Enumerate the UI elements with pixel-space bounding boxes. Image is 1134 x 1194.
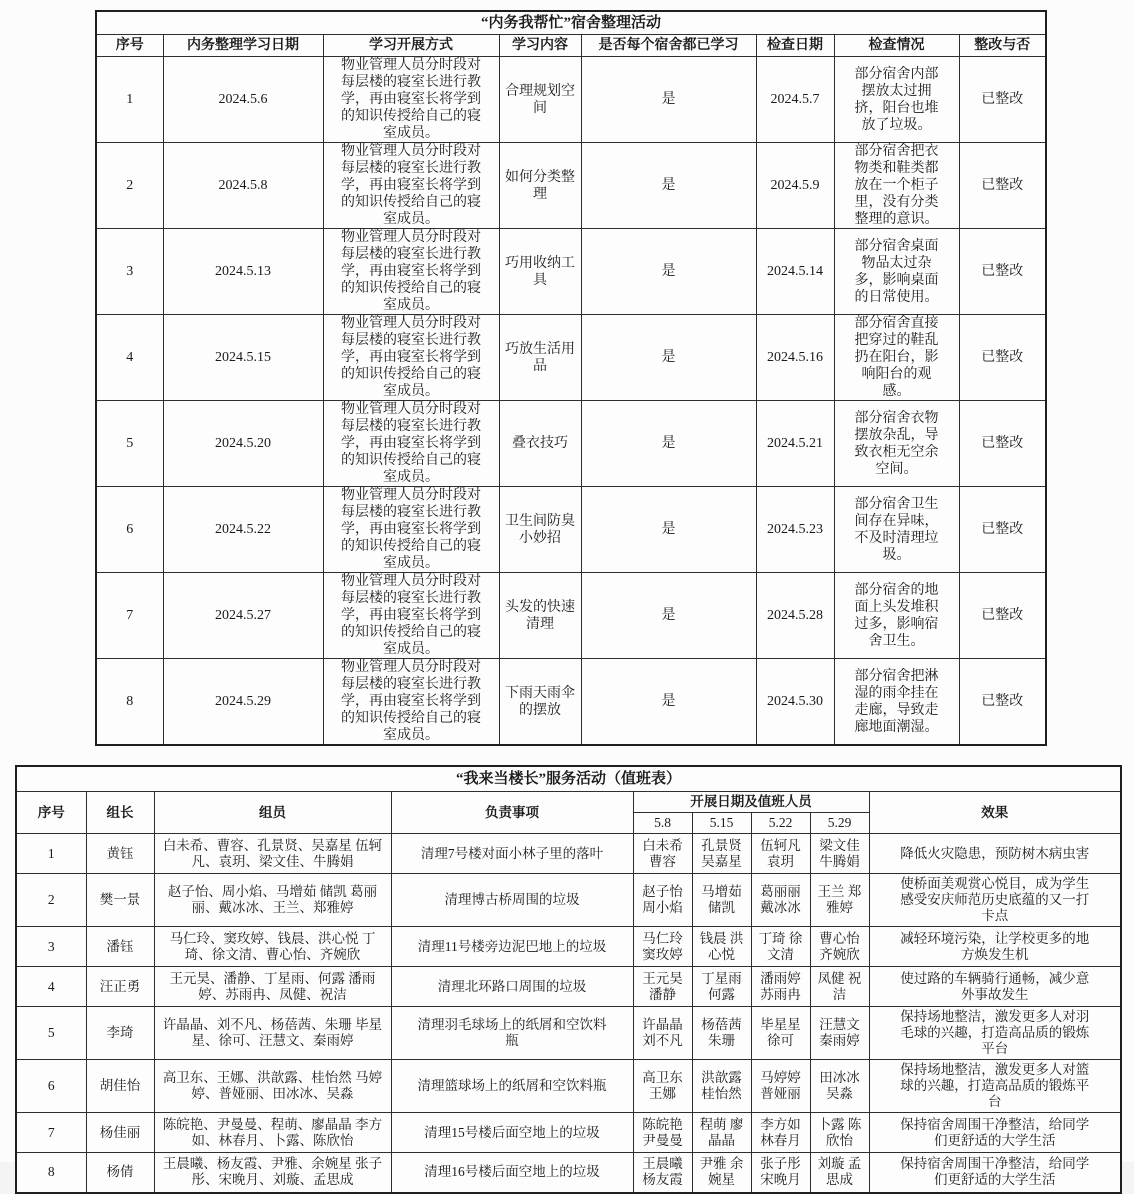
- effect-cell: 使过路的车辆骑行通畅，减少意外事故发生: [869, 967, 1121, 1007]
- table2-body: [16, 834, 1121, 1193]
- header-duty-dates-group: 开展日期及值班人员: [633, 792, 869, 813]
- effect-cell: 保持场地整洁，激发更多人对羽毛球的兴趣，打造高品质的锻炼平台: [869, 1007, 1121, 1060]
- members-cell: 赵子怡、周小焰、马增茹 储凯 葛丽丽、戴冰冰、王兰、郑雅婷: [154, 874, 391, 927]
- duty-5-22-cell: 李方如 林春月: [751, 1113, 810, 1153]
- method-cell: 物业管理人员分时段对每层楼的寝室长进行教学，再由寝室长将学到的知识传授给自己的寝室成员。: [323, 401, 499, 487]
- task-cell: 清理15号楼后面空地上的垃圾: [391, 1113, 633, 1153]
- table1-title: “内务我帮忙”宿舍整理活动: [96, 11, 1046, 35]
- task-cell: 清理博古桥周围的垃圾: [391, 874, 633, 927]
- duty-5-22-cell: 张子彤 宋晚月: [751, 1153, 810, 1193]
- duty-5-29-cell: 王兰 郑雅婷: [810, 874, 869, 927]
- table-row: [96, 57, 1046, 143]
- header-all-learned: 是否每个宿舍都已学习: [581, 35, 756, 57]
- duty-5-22-cell: 毕星星 徐可: [751, 1007, 810, 1060]
- header-date-5-29: 5.29: [810, 813, 869, 834]
- check-date-cell: 2024.5.16: [756, 315, 834, 401]
- content-cell: 如何分类整理: [499, 143, 581, 229]
- study-date-cell: 2024.5.13: [163, 229, 323, 315]
- effect-cell: 保持场地整洁，激发更多人对篮球的兴趣，打造高品质的锻炼平台: [869, 1060, 1121, 1113]
- members-cell: 许晶晶、刘不凡、杨蓓茜、朱珊 毕星星、徐可、汪慧文、秦雨婷: [154, 1007, 391, 1060]
- table-row: [16, 927, 1121, 967]
- header-content: 学习内容: [499, 35, 581, 57]
- header-rectified: 整改与否: [959, 35, 1046, 57]
- table-row: [16, 1007, 1121, 1060]
- leader-cell: 樊一景: [86, 874, 154, 927]
- task-cell: 清理16号楼后面空地上的垃圾: [391, 1153, 633, 1193]
- leader-cell: 胡佳怡: [86, 1060, 154, 1113]
- header-leader: 组长: [86, 792, 154, 834]
- leader-cell: 潘钰: [86, 927, 154, 967]
- check-date-cell: 2024.5.7: [756, 57, 834, 143]
- content-cell: 合理规划空间: [499, 57, 581, 143]
- content-cell: 头发的快速清理: [499, 573, 581, 659]
- rectified-cell: 已整改: [959, 143, 1046, 229]
- members-cell: 马仁玲、窦玫婷、钱晨、洪心悦 丁琦、徐文清、曹心怡、齐婉欣: [154, 927, 391, 967]
- duty-5-15-cell: 钱晨 洪心悦: [692, 927, 751, 967]
- seq-cell: 6: [96, 487, 163, 573]
- table-row: [16, 1060, 1121, 1113]
- all-learned-cell: 是: [581, 143, 756, 229]
- header-task: 负责事项: [391, 792, 633, 834]
- duty-5-15-cell: 孔景贤 吴嘉星: [692, 834, 751, 874]
- study-date-cell: 2024.5.22: [163, 487, 323, 573]
- check-date-cell: 2024.5.28: [756, 573, 834, 659]
- header-members: 组员: [154, 792, 391, 834]
- duty-5-8-cell: 高卫东 王娜: [633, 1060, 692, 1113]
- study-date-cell: 2024.5.6: [163, 57, 323, 143]
- members-cell: 陈皖艳、尹曼曼、程萌、廖晶晶 李方如、林春月、卜露、陈欣怡: [154, 1113, 391, 1153]
- method-cell: 物业管理人员分时段对每层楼的寝室长进行教学，再由寝室长将学到的知识传授给自己的寝室成员。: [323, 315, 499, 401]
- all-learned-cell: 是: [581, 487, 756, 573]
- duty-5-15-cell: 马增茹 储凯: [692, 874, 751, 927]
- duty-5-29-cell: 汪慧文 秦雨婷: [810, 1007, 869, 1060]
- header-seq: 序号: [96, 35, 163, 57]
- table1-title-row: [96, 11, 1046, 35]
- leader-cell: 汪正勇: [86, 967, 154, 1007]
- duty-5-22-cell: 丁琦 徐文清: [751, 927, 810, 967]
- study-date-cell: 2024.5.27: [163, 573, 323, 659]
- method-cell: 物业管理人员分时段对每层楼的寝室长进行教学，再由寝室长将学到的知识传授给自己的寝室成员。: [323, 229, 499, 315]
- seq-cell: 8: [16, 1153, 86, 1193]
- members-cell: 白未希、曹容、孔景贤、吴嘉星 伍轲凡、袁玥、梁文佳、牛腾娟: [154, 834, 391, 874]
- effect-cell: 保持宿舍周围干净整洁，给同学们更舒适的大学生活: [869, 1113, 1121, 1153]
- table-row: [96, 229, 1046, 315]
- duty-5-15-cell: 杨蓓茜 朱珊: [692, 1007, 751, 1060]
- leader-cell: 杨佳丽: [86, 1113, 154, 1153]
- seq-cell: 1: [96, 57, 163, 143]
- method-cell: 物业管理人员分时段对每层楼的寝室长进行教学，再由寝室长将学到的知识传授给自己的寝室成员。: [323, 573, 499, 659]
- table-row: [16, 874, 1121, 927]
- task-cell: 清理7号楼对面小林子里的落叶: [391, 834, 633, 874]
- table-row: [96, 315, 1046, 401]
- header-seq: 序号: [16, 792, 86, 834]
- duty-5-15-cell: 洪歆露 桂怡然: [692, 1060, 751, 1113]
- seq-cell: 7: [96, 573, 163, 659]
- check-result-cell: 部分宿舍的地面上头发堆积过多，影响宿舍卫生。: [834, 573, 959, 659]
- duty-5-8-cell: 王元昊 潘静: [633, 967, 692, 1007]
- table2-title-row: [16, 766, 1121, 792]
- rectified-cell: 已整改: [959, 487, 1046, 573]
- method-cell: 物业管理人员分时段对每层楼的寝室长进行教学，再由寝室长将学到的知识传授给自己的寝室成员。: [323, 659, 499, 746]
- effect-cell: 减轻环境污染，让学校更多的地方焕发生机: [869, 927, 1121, 967]
- check-date-cell: 2024.5.30: [756, 659, 834, 746]
- check-date-cell: 2024.5.21: [756, 401, 834, 487]
- duty-5-22-cell: 潘雨婷 苏雨冉: [751, 967, 810, 1007]
- method-cell: 物业管理人员分时段对每层楼的寝室长进行教学，再由寝室长将学到的知识传授给自己的寝室成员。: [323, 57, 499, 143]
- seq-cell: 5: [16, 1007, 86, 1060]
- duty-5-8-cell: 王晨曦 杨友霞: [633, 1153, 692, 1193]
- rectified-cell: 已整改: [959, 229, 1046, 315]
- effect-cell: 降低火灾隐患，预防树木病虫害: [869, 834, 1121, 874]
- duty-5-29-cell: 田冰冰 吴淼: [810, 1060, 869, 1113]
- check-result-cell: 部分宿舍把淋湿的雨伞挂在走廊，导致走廊地面潮湿。: [834, 659, 959, 746]
- duty-5-15-cell: 丁星雨 何露: [692, 967, 751, 1007]
- table-row: [96, 143, 1046, 229]
- task-cell: 清理篮球场上的纸屑和空饮料瓶: [391, 1060, 633, 1113]
- table-row: [96, 659, 1046, 746]
- rectified-cell: 已整改: [959, 573, 1046, 659]
- seq-cell: 2: [96, 143, 163, 229]
- study-date-cell: 2024.5.15: [163, 315, 323, 401]
- check-result-cell: 部分宿舍卫生间存在异味，不及时清理垃圾。: [834, 487, 959, 573]
- check-result-cell: 部分宿舍把衣物类和鞋类都放在一个柜子里，没有分类整理的意识。: [834, 143, 959, 229]
- rectified-cell: 已整改: [959, 401, 1046, 487]
- check-date-cell: 2024.5.9: [756, 143, 834, 229]
- members-cell: 王晨曦、杨友霞、尹雅、余婉星 张子彤、宋晚月、刘璇、孟思成: [154, 1153, 391, 1193]
- members-cell: 高卫东、王娜、洪歆露、桂怡然 马婷婷、普娅丽、田冰冰、吴淼: [154, 1060, 391, 1113]
- table1-body: [96, 57, 1046, 746]
- duty-5-22-cell: 葛丽丽 戴冰冰: [751, 874, 810, 927]
- all-learned-cell: 是: [581, 573, 756, 659]
- duty-5-8-cell: 陈皖艳 尹曼曼: [633, 1113, 692, 1153]
- duty-5-15-cell: 程萌 廖晶晶: [692, 1113, 751, 1153]
- content-cell: 叠衣技巧: [499, 401, 581, 487]
- rectified-cell: 已整改: [959, 659, 1046, 746]
- duty-5-8-cell: 赵子怡 周小焰: [633, 874, 692, 927]
- leader-cell: 杨倩: [86, 1153, 154, 1193]
- seq-cell: 4: [96, 315, 163, 401]
- content-cell: 卫生间防臭小妙招: [499, 487, 581, 573]
- all-learned-cell: 是: [581, 315, 756, 401]
- seq-cell: 1: [16, 834, 86, 874]
- rectified-cell: 已整改: [959, 57, 1046, 143]
- header-check-date: 检查日期: [756, 35, 834, 57]
- duty-5-29-cell: 梁文佳 牛腾娟: [810, 834, 869, 874]
- seq-cell: 7: [16, 1113, 86, 1153]
- seq-cell: 3: [96, 229, 163, 315]
- study-date-cell: 2024.5.20: [163, 401, 323, 487]
- header-study-date: 内务整理学习日期: [163, 35, 323, 57]
- check-result-cell: 部分宿舍直接把穿过的鞋乱扔在阳台，影响阳台的观感。: [834, 315, 959, 401]
- check-result-cell: 部分宿舍衣物摆放杂乱，导致衣柜无空余空间。: [834, 401, 959, 487]
- table-row: [96, 401, 1046, 487]
- rectified-cell: 已整改: [959, 315, 1046, 401]
- check-date-cell: 2024.5.23: [756, 487, 834, 573]
- method-cell: 物业管理人员分时段对每层楼的寝室长进行教学，再由寝室长将学到的知识传授给自己的寝室成员。: [323, 487, 499, 573]
- all-learned-cell: 是: [581, 229, 756, 315]
- method-cell: 物业管理人员分时段对每层楼的寝室长进行教学，再由寝室长将学到的知识传授给自己的寝室成员。: [323, 143, 499, 229]
- table-row: [96, 573, 1046, 659]
- dorm-tidy-activity-table: [95, 10, 1047, 746]
- table-row: [96, 487, 1046, 573]
- check-result-cell: 部分宿舍桌面物品太过杂多，影响桌面的日常使用。: [834, 229, 959, 315]
- seq-cell: 2: [16, 874, 86, 927]
- seq-cell: 5: [96, 401, 163, 487]
- study-date-cell: 2024.5.8: [163, 143, 323, 229]
- effect-cell: 保持宿舍周围干净整洁，给同学们更舒适的大学生活: [869, 1153, 1121, 1193]
- header-date-5-22: 5.22: [751, 813, 810, 834]
- table-row: [16, 1113, 1121, 1153]
- content-cell: 下雨天雨伞的摆放: [499, 659, 581, 746]
- content-cell: 巧放生活用品: [499, 315, 581, 401]
- check-date-cell: 2024.5.14: [756, 229, 834, 315]
- duty-5-8-cell: 许晶晶 刘不凡: [633, 1007, 692, 1060]
- header-method: 学习开展方式: [323, 35, 499, 57]
- header-date-5-8: 5.8: [633, 813, 692, 834]
- all-learned-cell: 是: [581, 57, 756, 143]
- table2-title: “我来当楼长”服务活动（值班表）: [16, 766, 1121, 792]
- members-cell: 王元昊、潘静、丁星雨、何露 潘雨婷、苏雨冉、凤健、祝洁: [154, 967, 391, 1007]
- seq-cell: 4: [16, 967, 86, 1007]
- all-learned-cell: 是: [581, 401, 756, 487]
- duty-5-8-cell: 马仁玲 窦玫婷: [633, 927, 692, 967]
- seq-cell: 3: [16, 927, 86, 967]
- header-date-5-15: 5.15: [692, 813, 751, 834]
- leader-cell: 李琦: [86, 1007, 154, 1060]
- header-effect: 效果: [869, 792, 1121, 834]
- table-row: [16, 834, 1121, 874]
- duty-5-22-cell: 马婷婷 普娅丽: [751, 1060, 810, 1113]
- seq-cell: 8: [96, 659, 163, 746]
- task-cell: 清理11号楼旁边泥巴地上的垃圾: [391, 927, 633, 967]
- table2-header-row-1: [16, 792, 1121, 813]
- table1-header-row: [96, 35, 1046, 57]
- effect-cell: 使桥面美观赏心悦目，成为学生感受安庆师范历史底蕴的又一打卡点: [869, 874, 1121, 927]
- duty-5-8-cell: 白未希 曹容: [633, 834, 692, 874]
- seq-cell: 6: [16, 1060, 86, 1113]
- duty-5-15-cell: 尹雅 余婉星: [692, 1153, 751, 1193]
- check-result-cell: 部分宿舍内部摆放太过拥挤，阳台也堆放了垃圾。: [834, 57, 959, 143]
- table-row: [16, 1153, 1121, 1193]
- header-check-result: 检查情况: [834, 35, 959, 57]
- leader-cell: 黄钰: [86, 834, 154, 874]
- duty-5-29-cell: 刘璇 孟思成: [810, 1153, 869, 1193]
- task-cell: 清理羽毛球场上的纸屑和空饮料瓶: [391, 1007, 633, 1060]
- all-learned-cell: 是: [581, 659, 756, 746]
- duty-5-22-cell: 伍轲凡 袁玥: [751, 834, 810, 874]
- duty-5-29-cell: 凤健 祝洁: [810, 967, 869, 1007]
- task-cell: 清理北环路口周围的垃圾: [391, 967, 633, 1007]
- floor-leader-duty-table: [15, 765, 1122, 1194]
- duty-5-29-cell: 曹心怡 齐婉欣: [810, 927, 869, 967]
- table-row: [16, 967, 1121, 1007]
- study-date-cell: 2024.5.29: [163, 659, 323, 746]
- duty-5-29-cell: 卜露 陈欣怡: [810, 1113, 869, 1153]
- content-cell: 巧用收纳工具: [499, 229, 581, 315]
